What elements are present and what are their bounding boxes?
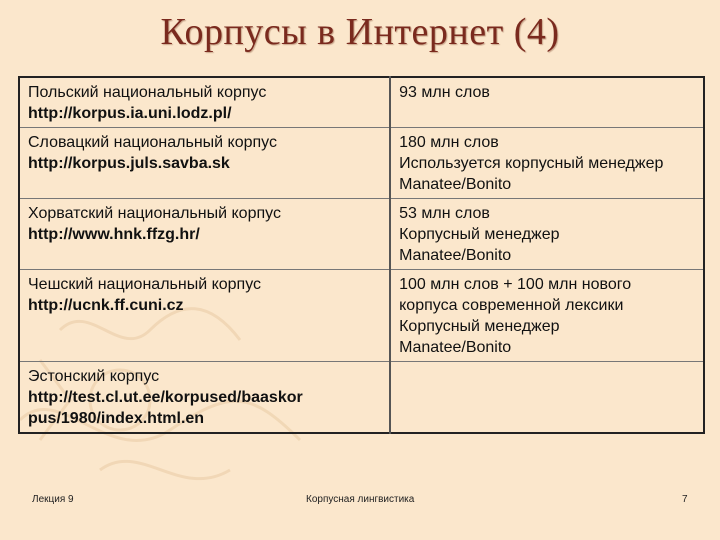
corpus-info-line: 100 млн слов + 100 млн нового: [399, 276, 632, 293]
corpus-info-cell: [390, 77, 704, 128]
slide-title: Корпусы в Интернет (4): [160, 11, 560, 53]
corpus-info-line: Корпусный менеджер: [399, 226, 560, 243]
corpus-info-line: Manatee/Bonito: [399, 247, 512, 264]
corpus-url[interactable]: pus/1980/index.html.en: [28, 410, 205, 427]
corpus-url[interactable]: http://test.cl.ut.ee/korpused/baaskor: [28, 389, 303, 406]
corpus-cell: [19, 362, 390, 434]
corpus-cell: [19, 270, 390, 362]
corpus-cell: [19, 199, 390, 270]
corpus-url[interactable]: http://korpus.juls.savba.sk: [28, 155, 230, 172]
footer-course: Корпусная лингвистика: [306, 494, 415, 505]
corpus-info-cell: [390, 199, 704, 270]
corpus-info-line: Корпусный менеджер: [399, 318, 560, 335]
corpus-name: Словацкий национальный корпус: [28, 134, 277, 151]
table-row: [19, 199, 704, 270]
table-row: [19, 362, 704, 434]
corpus-info-line: 180 млн слов: [399, 134, 499, 151]
corpus-info-line: Manatee/Bonito: [399, 339, 512, 356]
corpus-cell: [19, 128, 390, 199]
corpus-name: Чешский национальный корпус: [28, 276, 262, 293]
corpus-info-line: Manatee/Bonito: [399, 176, 512, 193]
corpus-url[interactable]: http://korpus.ia.uni.lodz.pl/: [28, 105, 232, 122]
corpus-info-line: корпуса современной лексики: [399, 297, 624, 314]
footer-lecture: Лекция 9: [32, 494, 74, 505]
corpus-info-cell: [390, 362, 704, 434]
corpus-info-line: Используется корпусный менеджер: [399, 155, 664, 172]
corpus-info-cell: [390, 270, 704, 362]
footer-page-number: 7: [682, 494, 688, 505]
table-row: [19, 270, 704, 362]
corpus-info-line: 93 млн слов: [399, 84, 490, 101]
corpus-info-line: 53 млн слов: [399, 205, 490, 222]
corpus-info-cell: [390, 128, 704, 199]
corpus-cell: [19, 77, 390, 128]
corpus-url[interactable]: http://www.hnk.ffzg.hr/: [28, 226, 200, 243]
corpus-name: Эстонский корпус: [28, 368, 160, 385]
corpus-name: Хорватский национальный корпус: [28, 205, 281, 222]
table-row: [19, 128, 704, 199]
corpus-url[interactable]: http://ucnk.ff.cuni.cz: [28, 297, 184, 314]
corpus-name: Польский национальный корпус: [28, 84, 267, 101]
table-row: [19, 77, 704, 128]
corpora-table: [18, 76, 705, 434]
